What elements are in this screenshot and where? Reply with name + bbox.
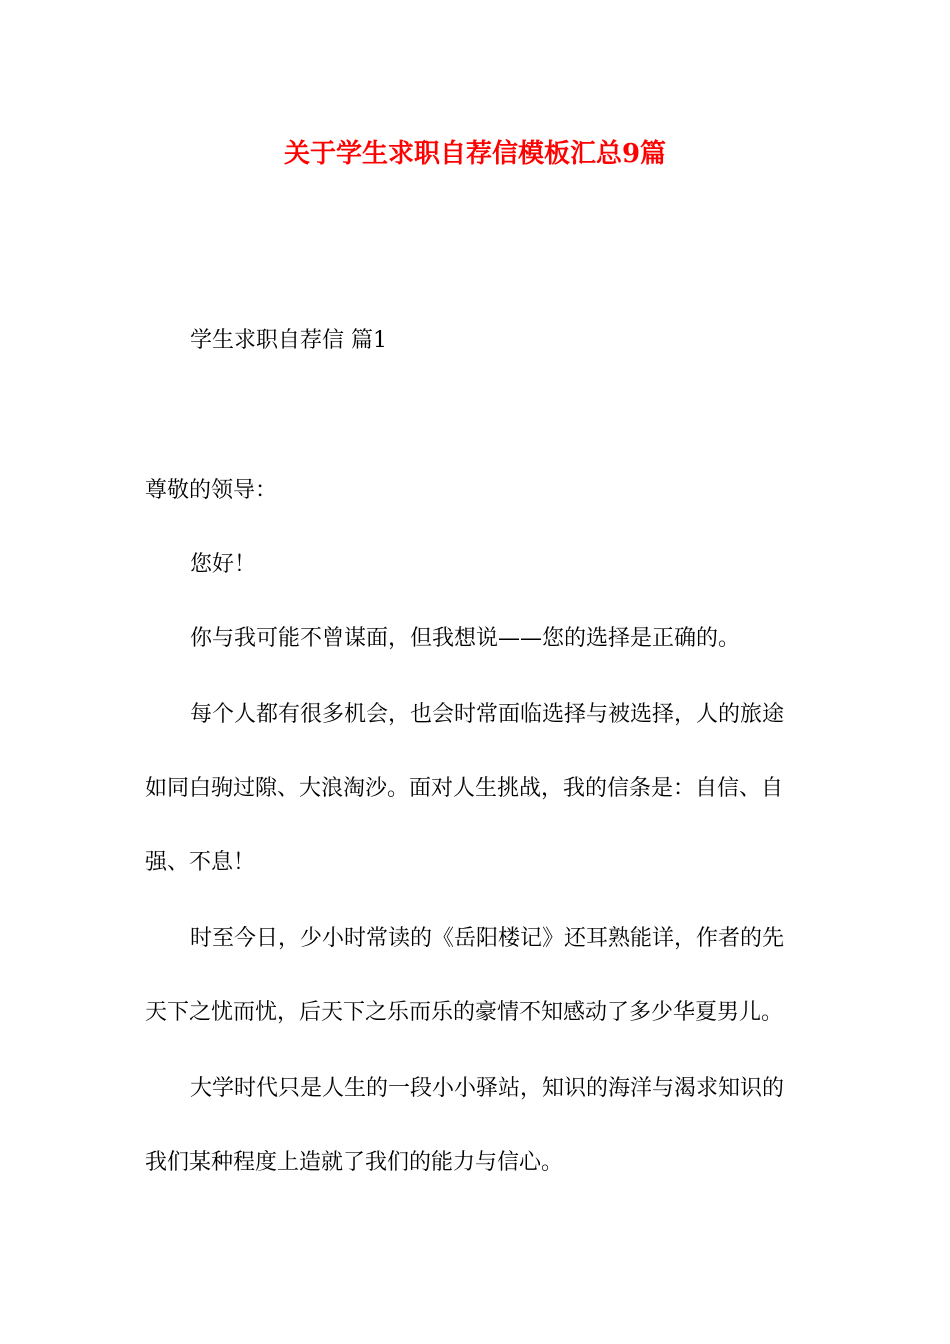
paragraph-line: 我们某种程度上造就了我们的能力与信心。 [145,1150,564,1175]
section-heading: 学生求职自荐信 篇1 [190,328,387,353]
paragraph-line: 如同白驹过隙、大浪淘沙。面对人生挑战，我的信条是：自信、自 [145,776,784,801]
greeting-line: 您好！ [190,552,257,577]
document-title: 关于学生求职自荐信模板汇总9篇 [283,139,667,169]
paragraph-line: 天下之忧而忧，后天下之乐而乐的豪情不知感动了多少华夏男儿。 [145,1000,784,1025]
paragraph-line: 大学时代只是人生的一段小小驿站，知识的海洋与渴求知识的 [190,1076,785,1101]
paragraph-line: 时至今日，少小时常读的《岳阳楼记》还耳熟能详，作者的先 [190,926,785,951]
salutation: 尊敬的领导： [145,478,278,503]
paragraph-line: 强、不息！ [145,850,256,875]
paragraph-line: 每个人都有很多机会，也会时常面临选择与被选择，人的旅途 [190,702,785,727]
paragraph-line: 你与我可能不曾谋面，但我想说——您的选择是正确的。 [190,626,741,651]
